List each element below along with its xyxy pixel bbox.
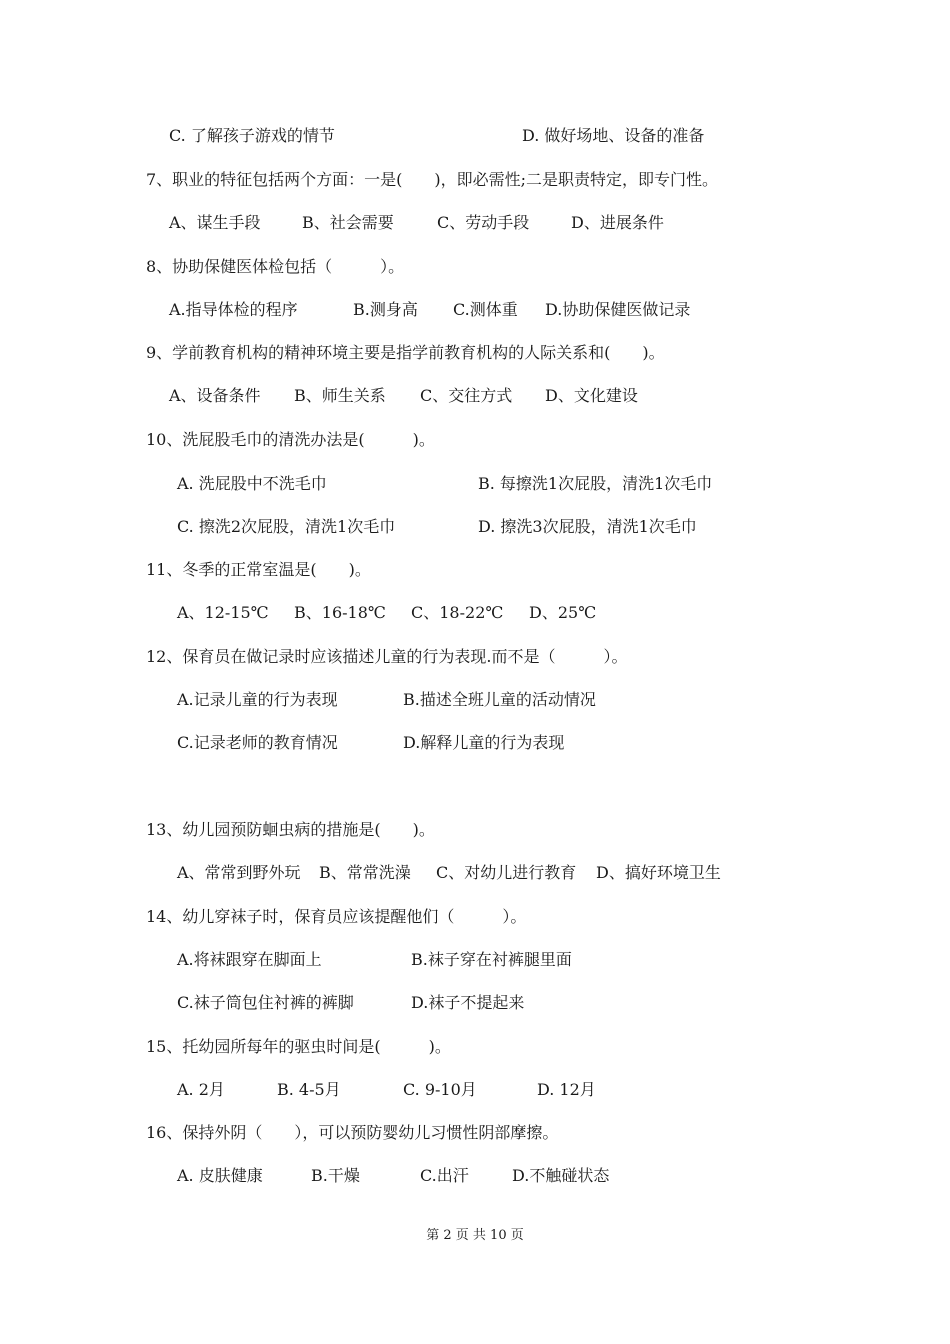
question-16: 16、保持外阴（ ），可以预防婴幼儿习惯性阴部摩擦。 xyxy=(146,1123,559,1142)
option-d: D.不触碰状态 xyxy=(512,1166,610,1185)
option-c: C.出汗 xyxy=(420,1166,469,1185)
option-b: B.测身高 xyxy=(353,300,418,319)
option-a: A、常常到野外玩 xyxy=(177,863,301,882)
option-c: C、18-22℃ xyxy=(411,603,504,622)
option-a: A.记录儿童的行为表现 xyxy=(177,690,338,709)
option-d: D.解释儿童的行为表现 xyxy=(403,733,565,752)
option-c: C. 9-10月 xyxy=(403,1080,477,1099)
option-c: C.测体重 xyxy=(453,300,518,319)
question-15: 15、托幼园所每年的驱虫时间是( )。 xyxy=(146,1037,451,1056)
option-d: D、进展条件 xyxy=(571,213,664,232)
option-c: C、交往方式 xyxy=(420,386,513,405)
option-c: C. 擦洗2次屁股，清洗1次毛巾 xyxy=(177,517,396,536)
option-a: A. 皮肤健康 xyxy=(177,1166,263,1185)
option-d: D.袜子不提起来 xyxy=(411,993,525,1012)
question-12: 12、保育员在做记录时应该描述儿童的行为表现.而不是（ ）。 xyxy=(146,647,628,666)
question-11: 11、冬季的正常室温是( )。 xyxy=(146,560,371,579)
option-a: A.指导体检的程序 xyxy=(169,300,298,319)
option-c: C.记录老师的教育情况 xyxy=(177,733,338,752)
option-c: C. 了解孩子游戏的情节 xyxy=(169,126,335,145)
option-d: D、25℃ xyxy=(529,603,597,622)
option-b: B、师生关系 xyxy=(294,386,386,405)
option-b: B、常常洗澡 xyxy=(319,863,411,882)
option-b: B. 4-5月 xyxy=(277,1080,341,1099)
option-d: D. 做好场地、设备的准备 xyxy=(522,126,705,145)
question-14: 14、幼儿穿袜子时，保育员应该提醒他们（ ）。 xyxy=(146,907,527,926)
option-d: D.协助保健医做记录 xyxy=(545,300,691,319)
option-c: C.袜子筒包住衬裤的裤脚 xyxy=(177,993,354,1012)
question-7: 7、职业的特征包括两个方面：一是( )，即必需性;二是职责特定，即专门性。 xyxy=(146,170,719,189)
option-c: C、对幼儿进行教育 xyxy=(436,863,577,882)
option-a: A、设备条件 xyxy=(169,386,261,405)
question-9: 9、学前教育机构的精神环境主要是指学前教育机构的人际关系和( )。 xyxy=(146,343,665,362)
option-b: B、社会需要 xyxy=(302,213,394,232)
option-d: D、文化建设 xyxy=(545,386,638,405)
option-d: D. 擦洗3次屁股，清洗1次毛巾 xyxy=(478,517,697,536)
option-d: D. 12月 xyxy=(537,1080,596,1099)
option-c: C、劳动手段 xyxy=(437,213,530,232)
option-a: A. 2月 xyxy=(177,1080,225,1099)
option-b: B、16-18℃ xyxy=(294,603,386,622)
option-b: B.袜子穿在衬裤腿里面 xyxy=(411,950,572,969)
question-10: 10、洗屁股毛巾的清洗办法是( )。 xyxy=(146,430,435,449)
page-footer: 第 2 页 共 10 页 xyxy=(426,1228,524,1243)
question-13: 13、幼儿园预防蛔虫病的措施是( )。 xyxy=(146,820,435,839)
option-a: A.将袜跟穿在脚面上 xyxy=(177,950,322,969)
option-b: B.干燥 xyxy=(311,1166,360,1185)
option-a: A、谋生手段 xyxy=(169,213,261,232)
option-b: B.描述全班儿童的活动情况 xyxy=(403,690,596,709)
option-b: B. 每擦洗1次屁股，清洗1次毛巾 xyxy=(478,474,713,493)
option-a: A. 洗屁股中不洗毛巾 xyxy=(177,474,327,493)
option-a: A、12-15℃ xyxy=(177,603,269,622)
option-d: D、搞好环境卫生 xyxy=(596,863,721,882)
question-8: 8、协助保健医体检包括（ ）。 xyxy=(146,257,405,276)
